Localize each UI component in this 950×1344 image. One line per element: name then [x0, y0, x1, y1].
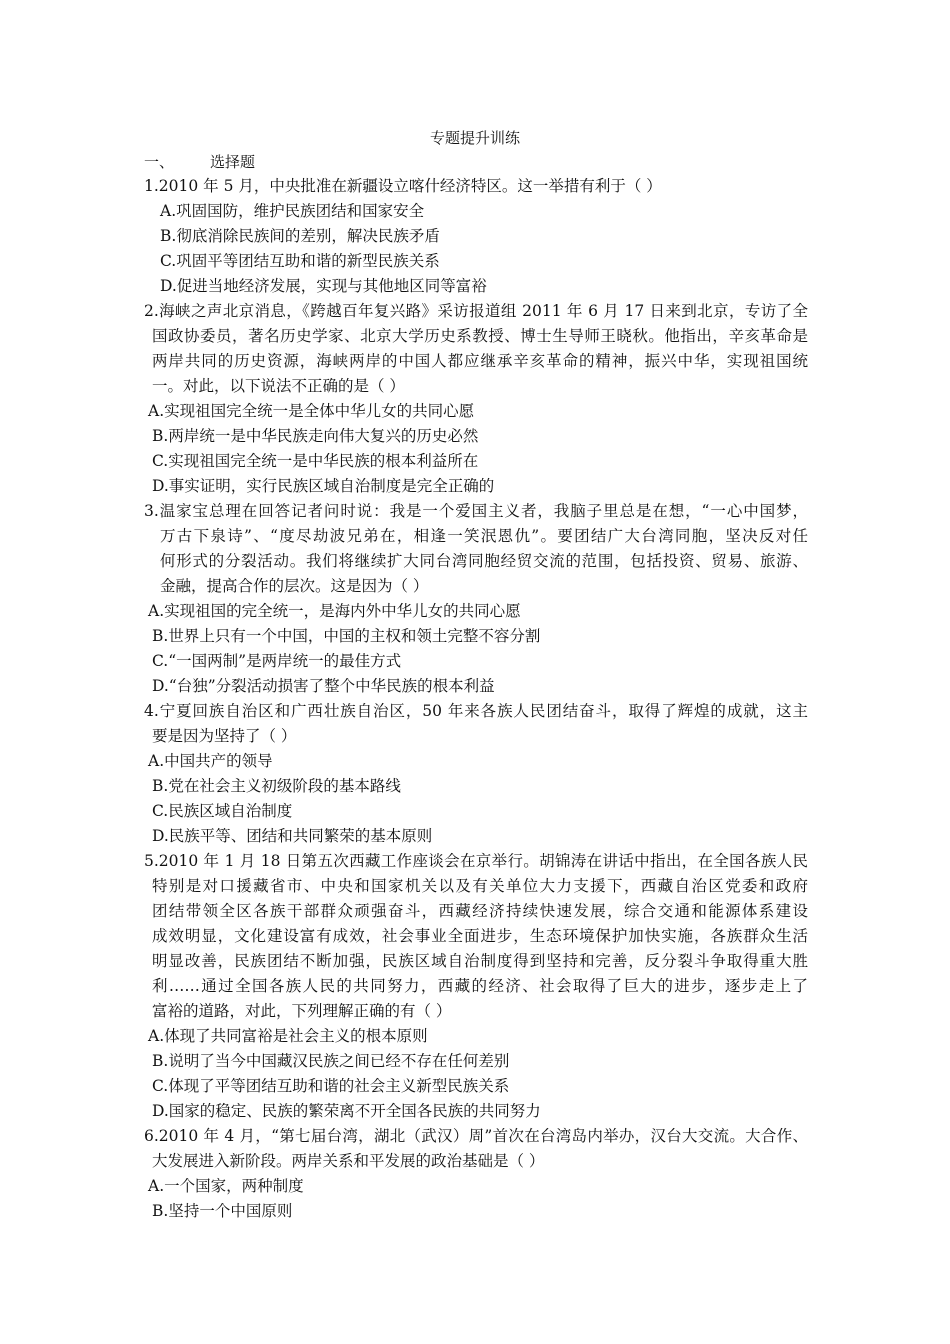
question-4-option-c: C.民族区域自治制度: [152, 802, 293, 820]
question-4-stem-line-1: 4.宁夏回族自治区和广西壮族自治区，50 年来各族人民团结奋斗，取得了辉煌的成就，这主: [144, 702, 808, 720]
question-4-stem-line-2: 要是因为坚持了（ ）: [152, 727, 297, 745]
question-2-stem-line-2: 国政协委员，著名历史学家、北京大学历史系教授、博士生导师王晓秋。他指出，辛亥革命是: [152, 327, 808, 345]
question-1-option-c: C.巩固平等团结互助和谐的新型民族关系: [160, 252, 440, 270]
section-label: 选择题: [210, 153, 256, 171]
question-5-stem-line-3: 团结带领全区各族干部群众顽强奋斗，西藏经济持续快速发展，综合交通和能源体系建设: [152, 902, 808, 920]
question-5-option-b: B.说明了当今中国藏汉民族之间已经不存在任何差别: [152, 1052, 510, 1070]
question-5-option-d: D.国家的稳定、民族的繁荣离不开全国各民族的共同努力: [152, 1102, 541, 1120]
question-5-stem-line-5: 明显改善，民族团结不断加强，民族区域自治制度得到坚持和完善，反分裂斗争取得重大胜: [152, 952, 808, 970]
question-3-option-a: A.实现祖国的完全统一，是海内外中华儿女的共同心愿: [148, 602, 521, 620]
question-2-option-d: D.事实证明，实行民族区域自治制度是完全正确的: [152, 477, 495, 495]
question-2-stem-line-4: 一。对此，以下说法不正确的是（ ）: [152, 377, 405, 395]
question-4-option-a: A.中国共产的领导: [148, 752, 273, 770]
question-2-option-a: A.实现祖国完全统一是全体中华儿女的共同心愿: [148, 402, 475, 420]
question-4-option-d: D.民族平等、团结和共同繁荣的基本原则: [152, 827, 433, 845]
question-5-stem-line-7: 富裕的道路，对此，下列理解正确的有（ ）: [152, 1002, 452, 1020]
question-3-option-b: B.世界上只有一个中国，中国的主权和领土完整不容分割: [152, 627, 541, 645]
question-6-option-a: A.一个国家，两种制度: [148, 1177, 304, 1195]
question-5-stem-line-6: 利……通过全国各族人民的共同努力，西藏的经济、社会取得了巨大的进步，逐步走上了: [152, 977, 808, 995]
question-5-stem-line-2: 特别是对口援藏省市、中央和国家机关以及有关单位大力支援下，西藏自治区党委和政府: [152, 877, 808, 895]
question-3-stem-line-3: 何形式的分裂活动。我们将继续扩大同台湾同胞经贸交流的范围，包括投资、贸易、旅游、: [160, 552, 808, 570]
section-number: 一、: [144, 153, 175, 171]
question-3-option-d: D.“台独”分裂活动损害了整个中华民族的根本利益: [152, 677, 495, 695]
question-2-option-c: C.实现祖国完全统一是中华民族的根本利益所在: [152, 452, 479, 470]
question-2-option-b: B.两岸统一是中华民族走向伟大复兴的历史必然: [152, 427, 479, 445]
page-title: 专题提升训练: [429, 129, 520, 147]
question-6-stem-line-1: 6.2010 年 4 月，“第七届台湾，湖北（武汉）周”首次在台湾岛内举办，汉台大交流。大合作、: [144, 1127, 808, 1145]
question-2-stem-line-3: 两岸共同的历史资源，海峡两岸的中国人都应继承辛亥革命的精神，振兴中华，实现祖国统: [152, 352, 808, 370]
question-1-stem: 1.2010 年 5 月，中央批准在新疆设立喀什经济特区。这一举措有利于（ ）: [144, 177, 662, 195]
question-2-stem-line-1: 2.海峡之声北京消息，《跨越百年复兴路》采访报道组 2011 年 6 月 17 日来到北京，专访了全: [144, 302, 808, 320]
question-5-option-c: C.体现了平等团结互助和谐的社会主义新型民族关系: [152, 1077, 510, 1095]
question-3-stem-line-2: 万古下泉诗”、“度尽劫波兄弟在，相逢一笑泯恩仇”。要团结广大台湾同胞，坚决反对任: [160, 527, 808, 545]
question-5-stem-line-1: 5.2010 年 1 月 18 日第五次西藏工作座谈会在京举行。胡锦涛在讲话中指出，在全国各族人民: [144, 852, 808, 870]
question-3-stem-line-1: 3.温家宝总理在回答记者问时说：我是一个爱国主义者，我脑子里总是在想，“一心中国梦，: [144, 502, 808, 520]
question-3-stem-line-4: 金融，提高合作的层次。这是因为（ ）: [160, 577, 429, 595]
question-6-stem-line-2: 大发展进入新阶段。两岸关系和平发展的政治基础是（ ）: [152, 1152, 545, 1170]
question-5-option-a: A.体现了共同富裕是社会主义的根本原则: [148, 1027, 428, 1045]
question-3-option-c: C.“一国两制”是两岸统一的最佳方式: [152, 652, 402, 670]
question-6-option-b: B.坚持一个中国原则: [152, 1202, 293, 1220]
question-1-option-a: A.巩固国防，维护民族团结和国家安全: [160, 202, 425, 220]
section-heading: [144, 150, 255, 174]
question-4-option-b: B.党在社会主义初级阶段的基本路线: [152, 777, 401, 795]
question-1-option-d: D.促进当地经济发展，实现与其他地区同等富裕: [160, 277, 487, 295]
question-1-option-b: B.彻底消除民族间的差别，解决民族矛盾: [160, 227, 440, 245]
question-5-stem-line-4: 成效明显，文化建设富有成效，社会事业全面进步，生态环境保护加快实施，各族群众生活: [152, 927, 808, 945]
